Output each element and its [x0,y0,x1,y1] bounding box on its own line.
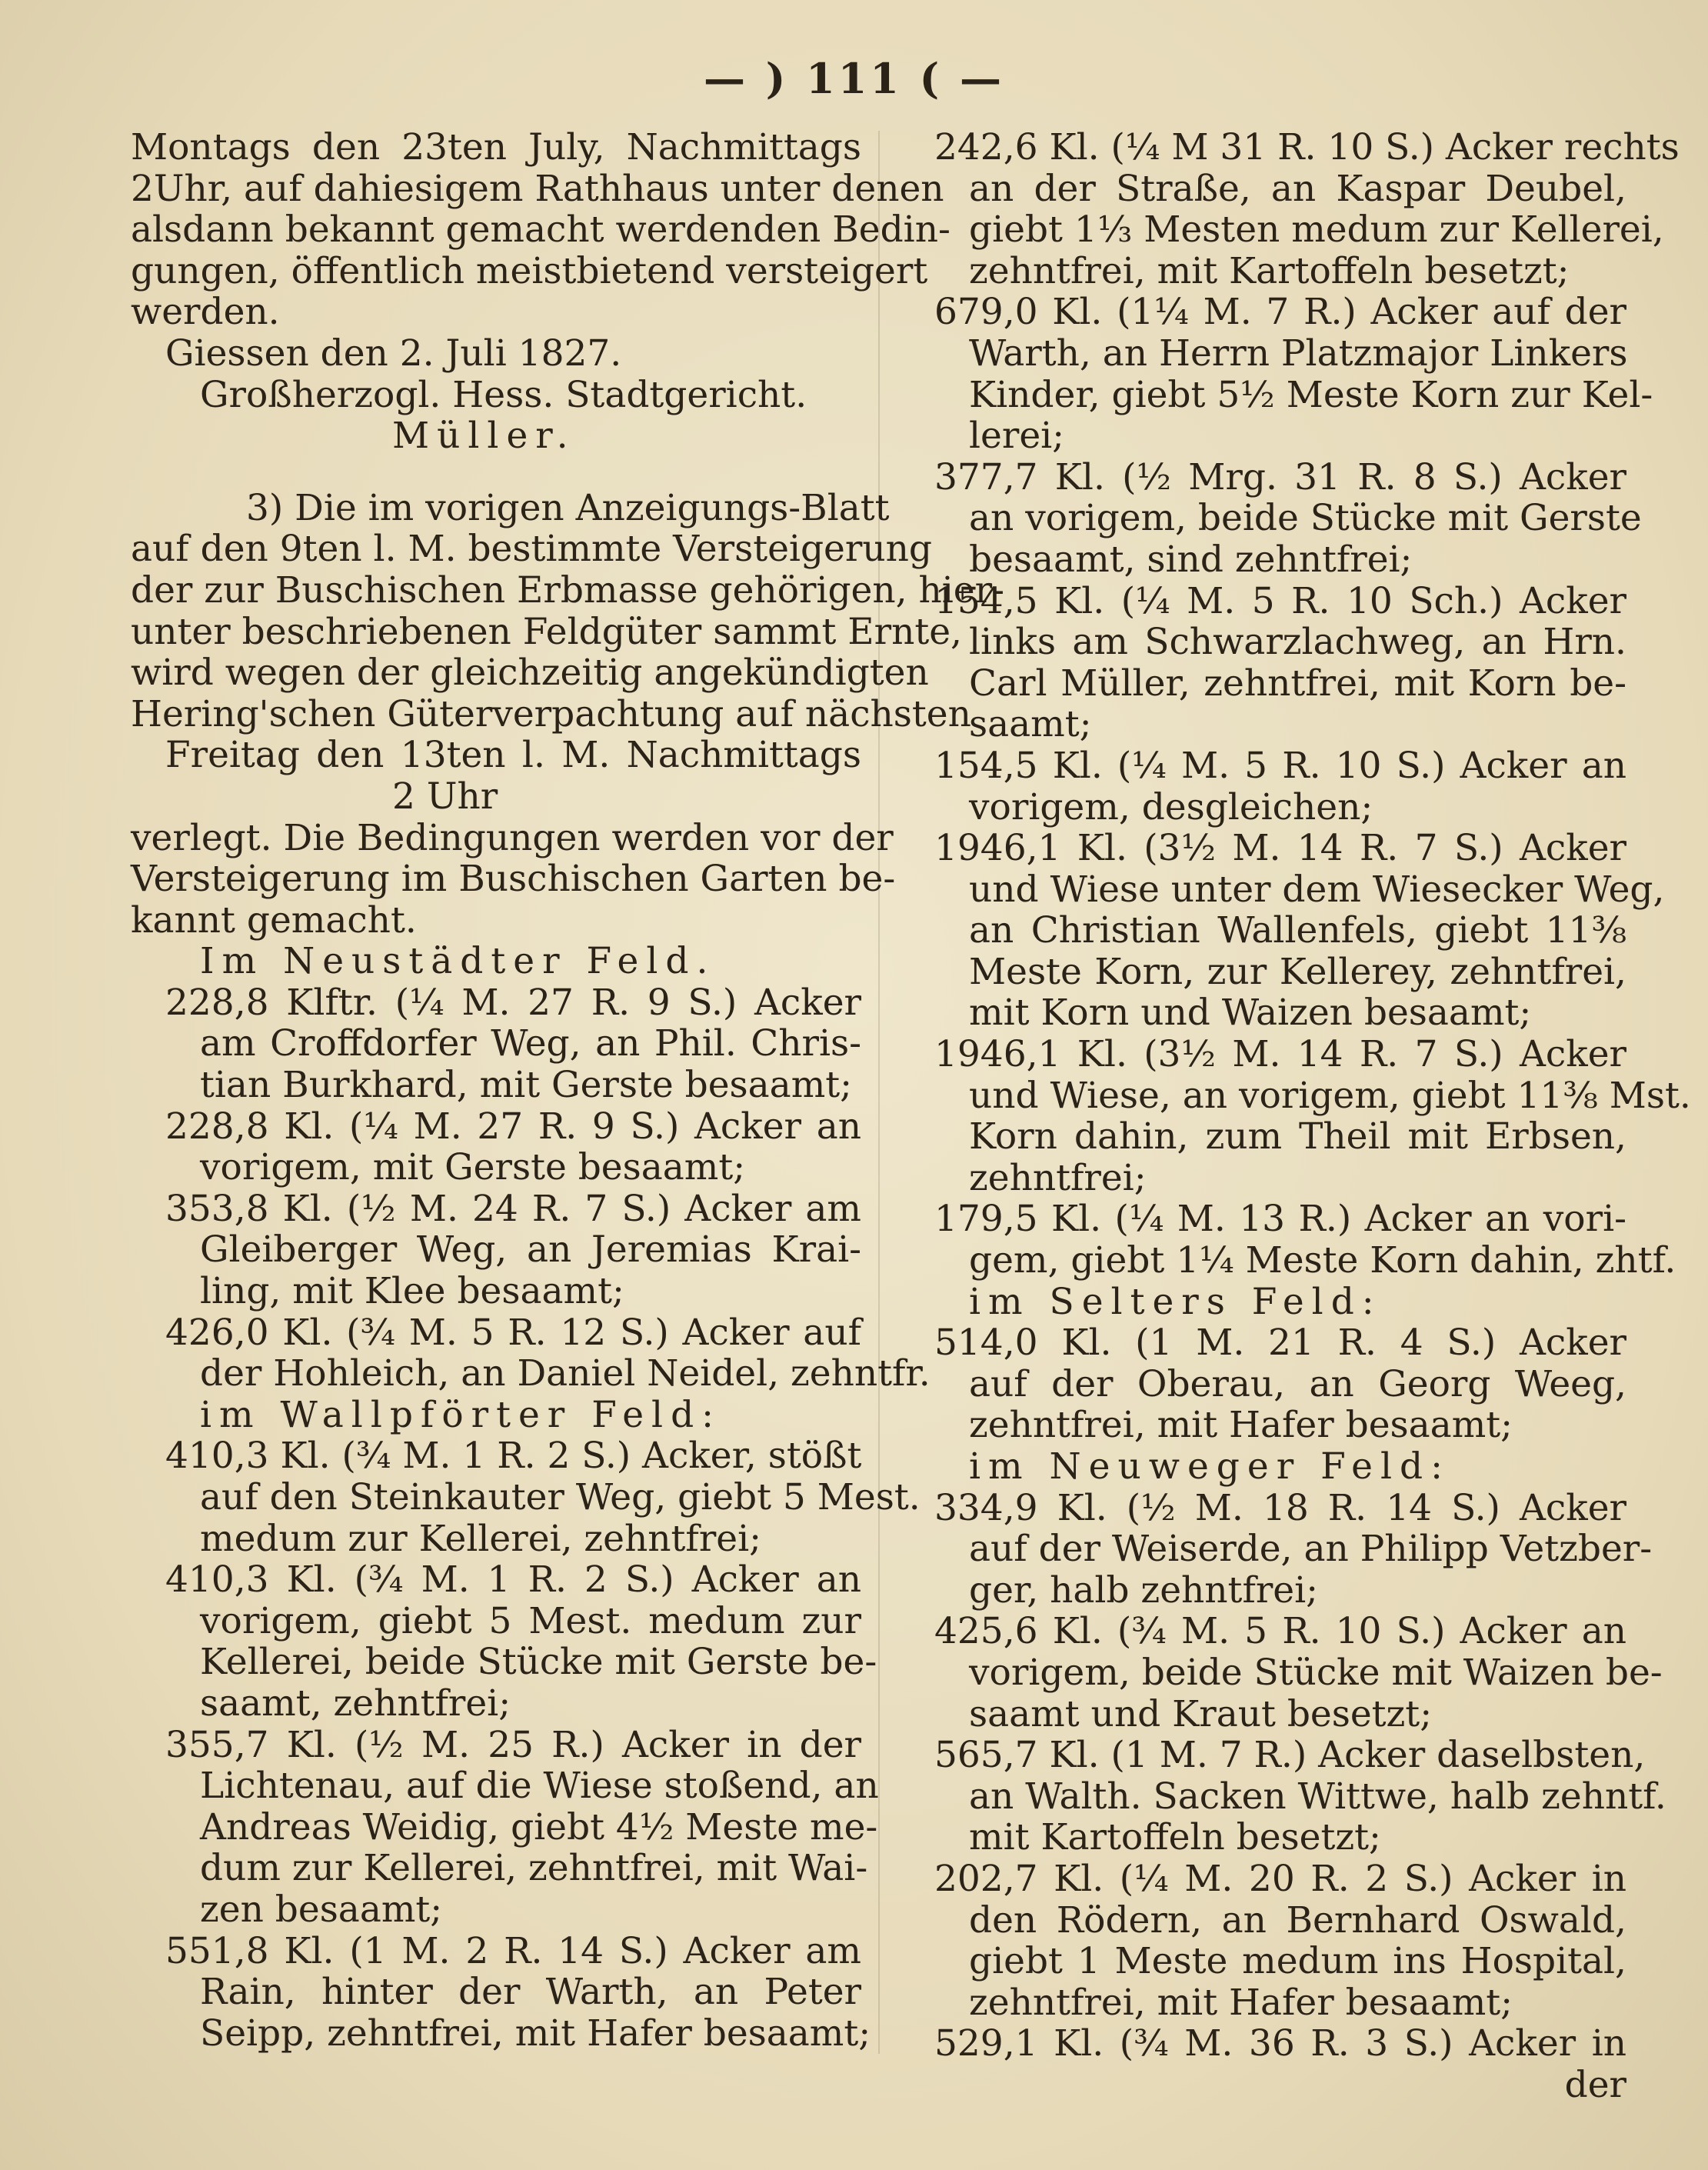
right-column-line: 334,9 Kl. (½ M. 18 R. 14 S.) Acker [934,1486,1626,1529]
left-column-line: Hering'schen Güterverpachtung auf nächsten [131,692,971,735]
right-column-line: besaamt, sind zehntfrei; [969,538,1413,581]
right-column-line: Kinder, giebt 5½ Meste Korn zur Kel- [969,373,1653,416]
right-column [900,126,1691,2106]
left-column-line: dum zur Kellerei, zehntfrei, mit Wai- [200,1847,868,1890]
left-column-line: Kellerei, beide Stücke mit Gerste be- [200,1641,877,1684]
left-column-line: vorigem, giebt 5 Mest. medum zur [200,1599,861,1642]
right-column-line: den Rödern, an Bernhard Oswald, [969,1898,1626,1942]
right-column-line: zehntfrei, mit Hafer besaamt; [969,1981,1513,2024]
left-column-line: medum zur Kellerei, zehntfrei; [200,1517,761,1560]
right-column-line: auf der Weiserde, an Philipp Vetzber- [969,1528,1653,1571]
left-column-line: ling, mit Klee besaamt; [200,1270,624,1313]
left-column-line: Müller. [392,415,576,458]
left-column-line: im Wallpförter Feld: [200,1393,722,1436]
left-column-line: auf den Steinkauter Weg, giebt 5 Mest. [200,1476,921,1518]
left-column-line: alsdann bekannt gemacht werdenden Bedin- [131,208,951,252]
left-column-line: Seipp, zehntfrei, mit Hafer besaamt; [200,2012,871,2055]
left-column-line: 2Uhr, auf dahiesigem Rathhaus unter denen [131,167,944,210]
right-column-line: Korn dahin, zum Theil mit Erbsen, [969,1115,1626,1158]
right-column-line: auf der Oberau, an Georg Weeg, [969,1362,1626,1405]
right-column-line: an Christian Wallenfels, giebt 11⅜ [969,909,1626,952]
left-column-line: verlegt. Die Bedingungen werden vor der [131,816,894,859]
left-column-line: Rain, hinter der Warth, an Peter [200,1971,861,2014]
left-column-line: auf den 9ten l. M. bestimmte Versteigerung [131,528,932,571]
left-column-line: 228,8 Klftr. (¼ M. 27 R. 9 S.) Acker [165,981,861,1024]
right-column-line: saamt und Kraut besetzt; [969,1692,1433,1735]
right-column-line: ger, halb zehntfrei; [969,1568,1318,1612]
right-column-line: saamt; [969,703,1092,746]
left-column-line: zen besaamt; [200,1888,443,1931]
right-column-line: vorigem, desgleichen; [969,785,1373,828]
left-column-line: der zur Buschischen Erbmasse gehörigen, hier- [131,568,1004,612]
left-column-line: vorigem, mit Gerste besaamt; [200,1146,746,1189]
left-column-line: Montags den 23ten July, Nachmittags [131,126,861,168]
left-column-line: 551,8 Kl. (1 M. 2 R. 14 S.) Acker am [165,1929,861,1972]
right-column-line: 1946,1 Kl. (3½ M. 14 R. 7 S.) Acker [934,1033,1626,1076]
left-column-line: werden. [131,291,280,334]
right-column-line: 1946,1 Kl. (3½ M. 14 R. 7 S.) Acker [934,827,1626,870]
right-column-line: 202,7 Kl. (¼ M. 20 R. 2 S.) Acker in [934,1857,1626,1900]
right-column-line: 425,6 Kl. (¾ M. 5 R. 10 S.) Acker an [934,1610,1626,1653]
left-column-line: 228,8 Kl. (¼ M. 27 R. 9 S.) Acker an [165,1105,861,1148]
right-column-line: Carl Müller, zehntfrei, mit Korn be- [969,662,1626,705]
left-column-line: 410,3 Kl. (¾ M. 1 R. 2 S.) Acker an [165,1558,861,1602]
left-column-line: Andreas Weidig, giebt 4½ Meste me- [200,1805,878,1848]
left-column-line: tian Burkhard, mit Gerste besaamt; [200,1064,852,1107]
right-column-line: an der Straße, an Kaspar Deubel, [969,167,1626,210]
right-column-line: zehntfrei; [969,1156,1147,1199]
right-column-line: 514,0 Kl. (1 M. 21 R. 4 S.) Acker [934,1322,1626,1365]
left-column-line: Großherzogl. Hess. Stadtgericht. [200,373,807,416]
left-column-line: 2 Uhr [392,775,498,818]
left-column-line: 353,8 Kl. (½ M. 24 R. 7 S.) Acker am [165,1187,861,1230]
right-column-line: vorigem, beide Stücke mit Waizen be- [969,1651,1663,1694]
right-column-line: 565,7 Kl. (1 M. 7 R.) Acker daselbsten, [934,1734,1646,1777]
right-column-line: 529,1 Kl. (¾ M. 36 R. 3 S.) Acker in [934,2022,1626,2065]
left-column-line: Lichtenau, auf die Wiese stoßend, an [200,1765,879,1808]
left-column-line: wird wegen der gleichzeitig angekündigten [131,652,929,695]
right-column-line: zehntfrei, mit Kartoffeln besetzt; [969,249,1570,292]
left-column-line: 426,0 Kl. (¾ M. 5 R. 12 S.) Acker auf [165,1311,861,1354]
right-column-line: 154,5 Kl. (¼ M. 5 R. 10 Sch.) Acker [934,579,1626,622]
left-column-line: unter beschriebenen Feldgüter sammt Ernte, [131,610,962,653]
left-column-line: 410,3 Kl. (¾ M. 1 R. 2 S.) Acker, stößt [165,1435,862,1478]
right-column-line: und Wiese, an vorigem, giebt 11⅜ Mst. [969,1074,1691,1117]
left-column [131,126,1004,2055]
left-column-line: Gleiberger Weg, an Jeremias Krai- [200,1228,861,1272]
right-column-line: 377,7 Kl. (½ Mrg. 31 R. 8 S.) Acker [934,455,1626,498]
page-number: — ) 111 ( — [703,54,1005,103]
right-column-line: an Walth. Sacken Wittwe, halb zehntf. [969,1775,1666,1818]
right-column-line: im Neuweger Feld: [969,1445,1450,1488]
right-column-line: 679,0 Kl. (1¼ M. 7 R.) Acker auf der [934,291,1626,334]
right-column-line: Meste Korn, zur Kellerey, zehntfrei, [969,950,1626,993]
right-column-line: 179,5 Kl. (¼ M. 13 R.) Acker an vori- [934,1198,1626,1241]
left-column-line: kannt gemacht. [131,898,417,942]
left-column-line [131,457,861,488]
left-column-line: Im Neustädter Feld. [200,940,716,983]
left-column-line: gungen, öffentlich meistbietend versteigert [131,249,928,292]
left-column-line: Freitag den 13ten l. M. Nachmittags [165,734,861,777]
right-column-line: an vorigem, beide Stücke mit Gerste [969,497,1642,540]
right-column-line: 242,6 Kl. (¼ M 31 R. 10 S.) Acker rechts [934,126,1680,168]
right-column-line: giebt 1 Meste medum ins Hospital, [969,1940,1626,1983]
right-column-line: und Wiese unter dem Wiesecker Weg, [969,868,1665,911]
right-column-line: im Selters Feld: [969,1280,1382,1323]
left-column-line: am Croffdorfer Weg, an Phil. Chris- [200,1022,861,1065]
right-column-line: links am Schwarzlachweg, an Hrn. [969,621,1626,664]
right-column-line: mit Kartoffeln besetzt; [969,1816,1381,1859]
right-column-line: lerei; [969,415,1064,458]
left-column-line: saamt, zehntfrei; [200,1682,511,1725]
right-column-line: mit Korn und Waizen besaamt; [969,992,1532,1035]
right-column-line: Warth, an Herrn Platzmajor Linkers [969,332,1628,375]
left-column-line: 355,7 Kl. (½ M. 25 R.) Acker in der [165,1723,861,1766]
left-column-line: Versteigerung im Buschischen Garten be- [131,858,896,901]
left-column-line: der Hohleich, an Daniel Neidel, zehntfr. [200,1352,931,1395]
right-column-line: der [1564,2063,1626,2106]
left-column-line: Giessen den 2. Juli 1827. [165,332,622,375]
right-column-line: zehntfrei, mit Hafer besaamt; [969,1404,1513,1447]
left-column-line: 3) Die im vorigen Anzeigungs-Blatt [246,486,890,529]
right-column-line: gem, giebt 1¼ Meste Korn dahin, zhtf. [969,1239,1676,1282]
right-column-line: giebt 1⅓ Mesten medum zur Kellerei, [969,208,1664,252]
right-column-line: 154,5 Kl. (¼ M. 5 R. 10 S.) Acker an [934,744,1626,787]
